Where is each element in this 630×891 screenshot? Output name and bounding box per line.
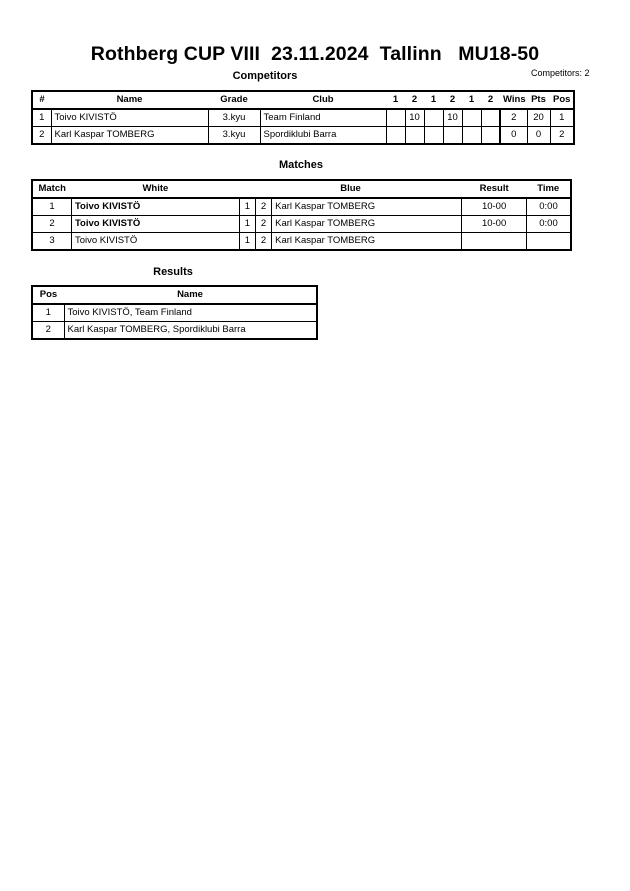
column-header: Name	[51, 91, 208, 109]
column-header: Grade	[208, 91, 260, 109]
round-score	[424, 127, 443, 145]
blue-number: 2	[255, 233, 271, 251]
white-competitor: Toivo KIVISTÖ	[71, 198, 239, 216]
competitor-position: 1	[550, 109, 574, 127]
page-title: Rothberg CUP VIII 23.11.2024 Tallinn MU18-50	[90, 43, 540, 65]
column-header: 2	[405, 91, 424, 109]
competitor-points: 20	[527, 109, 550, 127]
match-time	[526, 233, 571, 251]
blue-competitor: Karl Kaspar TOMBERG	[272, 216, 462, 233]
competitor-wins: 2	[500, 109, 527, 127]
column-header: #	[32, 91, 51, 109]
competitor-grade: 3.kyu	[208, 127, 260, 145]
column-header: Match	[32, 180, 71, 198]
match-number: 2	[32, 216, 71, 233]
column-header: 1	[386, 91, 405, 109]
competitor-position: 2	[550, 127, 574, 145]
column-header: Time	[526, 180, 571, 198]
match-time: 0:00	[526, 216, 571, 233]
white-number: 1	[239, 216, 255, 233]
white-number: 1	[239, 233, 255, 251]
match-time: 0:00	[526, 198, 571, 216]
round-score	[405, 127, 424, 145]
blue-number: 2	[255, 216, 271, 233]
match-result	[462, 233, 527, 251]
competitor-name: Toivo KIVISTÖ	[51, 109, 208, 127]
column-header: 1	[424, 91, 443, 109]
table-row	[32, 304, 317, 322]
competitor-number: 1	[32, 109, 51, 127]
round-score	[462, 127, 481, 145]
column-header: Result	[462, 180, 527, 198]
competitors-header-row	[32, 91, 574, 109]
matches-header-row	[32, 180, 571, 198]
table-row	[32, 109, 574, 127]
round-score: 10	[405, 109, 424, 127]
round-score	[386, 109, 405, 127]
result-position: 2	[32, 322, 64, 340]
table-row	[32, 198, 571, 216]
match-result: 10-00	[462, 216, 527, 233]
white-number: 1	[239, 198, 255, 216]
table-row	[32, 322, 317, 340]
table-row	[32, 216, 571, 233]
round-score	[481, 109, 500, 127]
competitor-name: Karl Kaspar TOMBERG	[51, 127, 208, 145]
blue-number: 2	[255, 198, 271, 216]
match-result: 10-00	[462, 198, 527, 216]
competitor-number: 2	[32, 127, 51, 145]
competitor-grade: 3.kyu	[208, 109, 260, 127]
matches-heading: Matches	[278, 159, 324, 171]
result-position: 1	[32, 304, 64, 322]
competitors-heading: Competitors	[232, 70, 298, 82]
column-header: White	[71, 180, 239, 198]
round-score	[481, 127, 500, 145]
competitor-club: Team Finland	[260, 109, 386, 127]
competitors-count: Competitors: 2	[531, 68, 590, 78]
result-name: Toivo KIVISTÖ, Team Finland	[64, 304, 317, 322]
match-number: 3	[32, 233, 71, 251]
white-competitor: Toivo KIVISTÖ	[71, 233, 239, 251]
results-header-row	[32, 286, 317, 304]
column-header: 2	[481, 91, 500, 109]
column-header: Name	[64, 286, 317, 304]
column-header: Blue	[239, 180, 461, 198]
competitor-wins: 0	[500, 127, 527, 145]
competitors-table	[31, 90, 575, 145]
round-score: 10	[443, 109, 462, 127]
table-row	[32, 233, 571, 251]
column-header: Pts	[527, 91, 550, 109]
matches-table	[31, 179, 572, 251]
round-score	[462, 109, 481, 127]
results-table	[31, 285, 318, 340]
table-row	[32, 127, 574, 145]
competitor-club: Spordiklubi Barra	[260, 127, 386, 145]
results-heading: Results	[153, 266, 193, 278]
column-header: 2	[443, 91, 462, 109]
column-header: Pos	[550, 91, 574, 109]
blue-competitor: Karl Kaspar TOMBERG	[272, 233, 462, 251]
round-score	[424, 109, 443, 127]
round-score	[386, 127, 405, 145]
column-header: 1	[462, 91, 481, 109]
column-header: Wins	[500, 91, 527, 109]
column-header: Club	[260, 91, 386, 109]
white-competitor: Toivo KIVISTÖ	[71, 216, 239, 233]
competitor-points: 0	[527, 127, 550, 145]
result-name: Karl Kaspar TOMBERG, Spordiklubi Barra	[64, 322, 317, 340]
column-header: Pos	[32, 286, 64, 304]
blue-competitor: Karl Kaspar TOMBERG	[272, 198, 462, 216]
match-number: 1	[32, 198, 71, 216]
round-score	[443, 127, 462, 145]
